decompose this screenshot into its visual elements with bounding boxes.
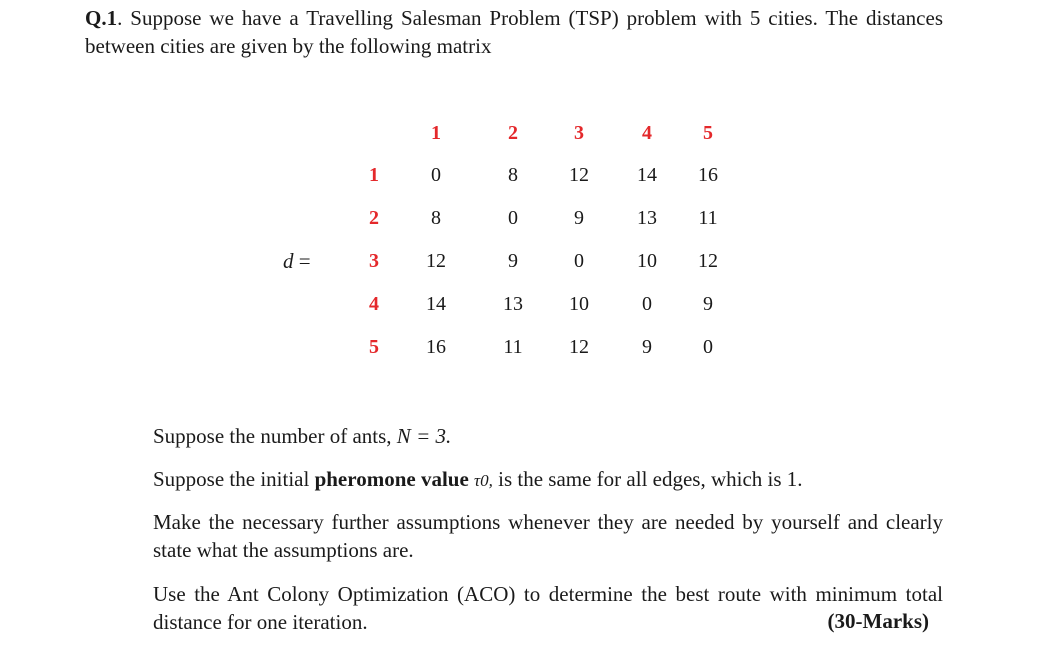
- matrix-cell: 0: [431, 164, 441, 186]
- question-intro: [85, 4, 943, 60]
- pheromone-suffix: is the same for all edges, which is 1.: [492, 467, 803, 491]
- matrix-equals: =: [293, 249, 311, 273]
- matrix-cell: 9: [642, 336, 652, 358]
- column-header: 3: [574, 122, 584, 144]
- matrix-cell: 10: [569, 293, 589, 315]
- ants-value: = 3.: [410, 424, 452, 448]
- matrix-cell: 14: [637, 164, 657, 186]
- column-header: 5: [703, 122, 713, 144]
- further-assumptions: Make the necessary further assumptions whenever they are needed by yourself and clearly state what the assumptions are.: [153, 510, 943, 562]
- pheromone-bold: pheromone value: [314, 467, 469, 491]
- matrix-cell: 8: [508, 164, 518, 186]
- row-header: 2: [369, 207, 379, 229]
- matrix-cell: 12: [569, 164, 589, 186]
- matrix-cell: 12: [698, 250, 718, 272]
- matrix-cell: 9: [574, 207, 584, 229]
- column-header: 4: [642, 122, 652, 144]
- row-header: 4: [369, 293, 379, 315]
- marks: (30-Marks): [827, 609, 929, 633]
- matrix-label: [283, 248, 311, 274]
- question-text: . Suppose we have a Travelling Salesman Problem (TSP) problem with 5 cities. The distances between cities are given by the following matrix: [85, 6, 943, 58]
- matrix-cell: 0: [574, 250, 584, 272]
- row-header: 3: [369, 250, 379, 272]
- matrix-cell: 13: [637, 207, 657, 229]
- row-header: 5: [369, 336, 379, 358]
- matrix-cell: 8: [431, 207, 441, 229]
- question-label: Q.1: [85, 6, 118, 30]
- row-header: 1: [369, 164, 379, 186]
- pheromone-prefix: Suppose the initial: [153, 467, 315, 491]
- matrix-cell: 0: [642, 293, 652, 315]
- matrix-cell: 12: [569, 336, 589, 358]
- matrix-cell: 16: [426, 336, 446, 358]
- column-header: 2: [508, 122, 518, 144]
- matrix-cell: 9: [703, 293, 713, 315]
- matrix-cell: 0: [703, 336, 713, 358]
- matrix-symbol: d: [283, 249, 294, 273]
- ants-prefix: Suppose the number of ants,: [153, 424, 397, 448]
- matrix-cell: 0: [508, 207, 518, 229]
- matrix-cell: 11: [503, 336, 523, 358]
- matrix-cell: 14: [426, 293, 446, 315]
- matrix-cell: 13: [503, 293, 523, 315]
- column-header: 1: [431, 122, 441, 144]
- matrix-cell: 9: [508, 250, 518, 272]
- ants-symbol: N: [396, 424, 411, 448]
- task-statement: Use the Ant Colony Optimization (ACO) to determine the best route with minimum total distance for one iteration.: [153, 582, 943, 634]
- ants-statement: [153, 422, 943, 450]
- matrix-cell: 12: [426, 250, 446, 272]
- matrix-cell: 11: [698, 207, 718, 229]
- matrix-cell: 10: [637, 250, 657, 272]
- pheromone-symbol: τ0,: [474, 471, 493, 490]
- pheromone-statement: [153, 465, 943, 495]
- matrix-cell: 16: [698, 164, 718, 186]
